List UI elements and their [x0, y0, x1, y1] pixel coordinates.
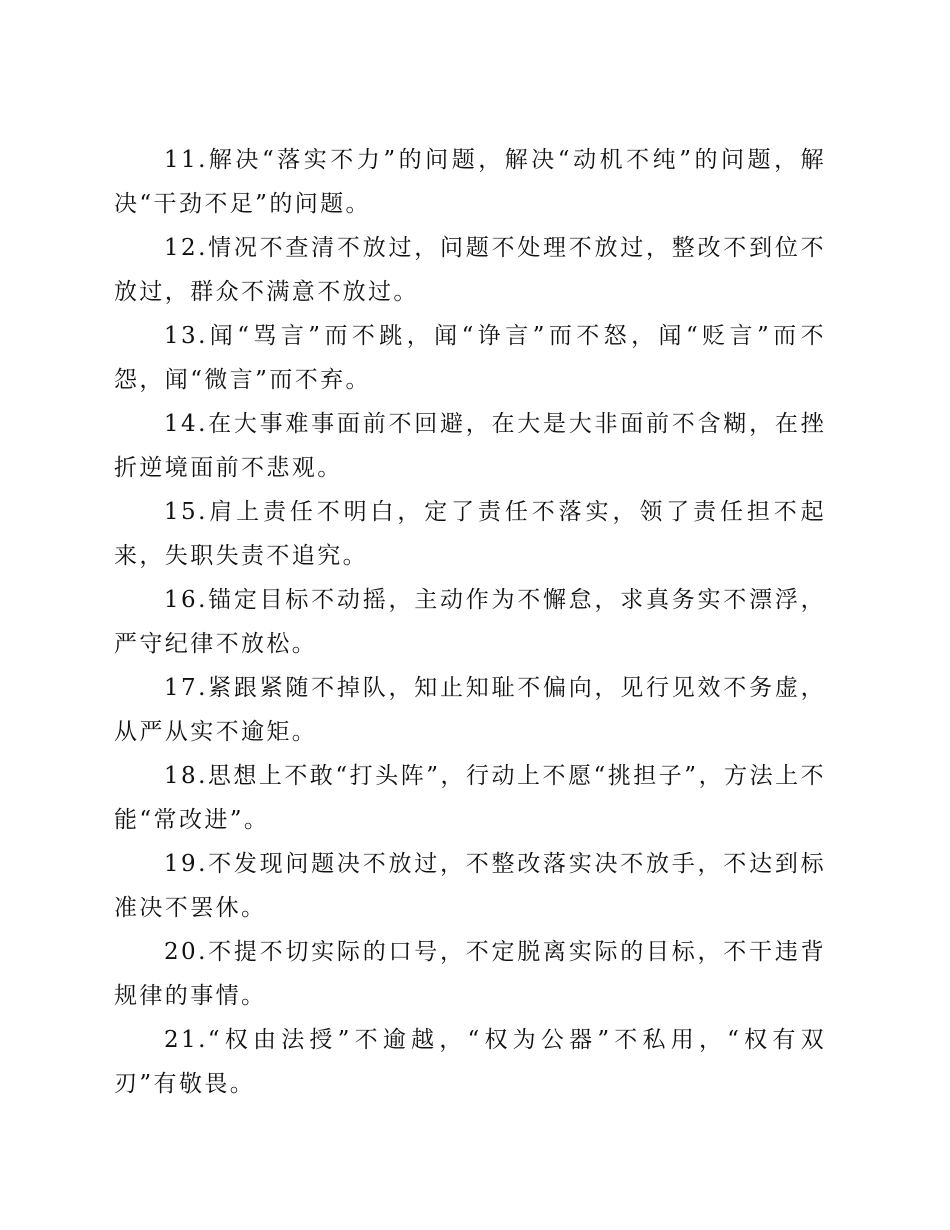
list-item-12: 12.情况不查清不放过，问题不处理不放过，整改不到位不放过，群众不满意不放过。: [114, 235, 826, 305]
list-item-15: 15.肩上责任不明白，定了责任不落实，领了责任担不起来，失职失责不追究。: [114, 499, 826, 569]
list-item-11: 11.解决“落实不力”的问题，解决“动机不纯”的问题，解决“干劲不足”的问题。: [114, 147, 826, 217]
list-item-13: 13.闻“骂言”而不跳，闻“诤言”而不怒，闻“贬言”而不怨，闻“微言”而不弃。: [114, 323, 826, 393]
document-body: [114, 138, 826, 1106]
list-item-18: 18.思想上不敢“打头阵”，行动上不愿“挑担子”，方法上不能“常改进”。: [114, 763, 826, 833]
list-item-19: 19.不发现问题决不放过，不整改落实决不放手，不达到标准决不罢休。: [114, 851, 826, 921]
list-item-21: 21.“权由法授”不逾越，“权为公器”不私用，“权有双刃”有敬畏。: [114, 1027, 826, 1097]
list-item-20: 20.不提不切实际的口号，不定脱离实际的目标，不干违背规律的事情。: [114, 939, 826, 1009]
list-item-17: 17.紧跟紧随不掉队，知止知耻不偏向，见行见效不务虚，从严从实不逾矩。: [114, 675, 826, 745]
list-item-14: 14.在大事难事面前不回避，在大是大非面前不含糊，在挫折逆境面前不悲观。: [114, 411, 826, 481]
list-item-16: 16.锚定目标不动摇，主动作为不懈怠，求真务实不漂浮，严守纪律不放松。: [114, 587, 826, 657]
